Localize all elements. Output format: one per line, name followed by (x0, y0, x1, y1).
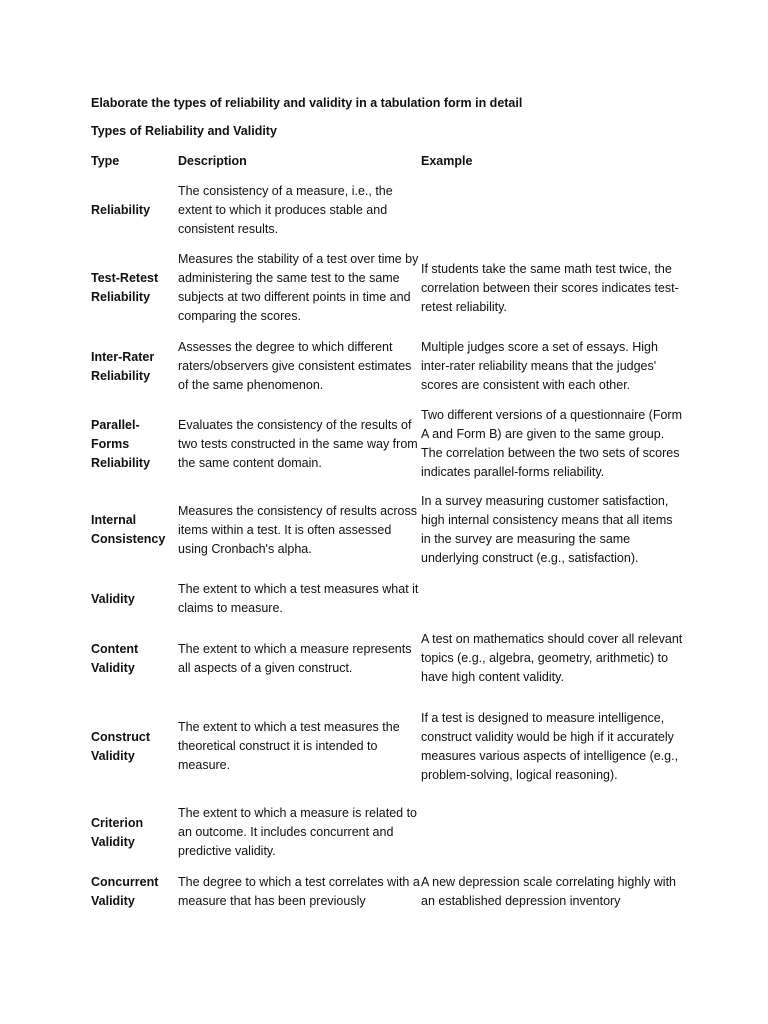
row-type: Reliability (91, 203, 151, 217)
row-description: The consistency of a measure, i.e., the extent to which it produces stable and consistent results. (178, 184, 393, 236)
row-type: Inter-Rater Reliability (91, 349, 155, 383)
row-type: Construct Validity (91, 729, 151, 763)
row-type: Parallel-Forms Reliability (91, 417, 151, 470)
row-example (421, 804, 683, 861)
row-example: In a survey measuring customer satisfaction, high internal consistency means that all items in the survey are measuring the same underlying construct (e.g., satisfaction). (421, 494, 673, 565)
row-description: The extent to which a test measures what it claims to measure. (178, 582, 419, 615)
row-description: The extent to which a measure represents all aspects of a given construct. (178, 641, 412, 675)
row-type: Concurrent Validity (91, 875, 159, 908)
row-type: Criterion Validity (91, 815, 144, 849)
row-description: The degree to which a test correlates with a measure that has been previously (178, 875, 420, 908)
column-header-example: Example (421, 154, 473, 168)
row-type: Internal Consistency (91, 513, 166, 546)
row-example (421, 182, 683, 239)
row-type: Content Validity (91, 641, 139, 675)
row-description: The extent to which a measure is related to an outcome. It includes concurrent and predictive validity. (178, 806, 418, 858)
column-header-description: Description (178, 154, 247, 168)
row-type: Validity (91, 591, 135, 606)
row-description: Assesses the degree to which different raters/observers give consistent estimates of the same phenomenon. (178, 340, 412, 392)
document-title: Elaborate the types of reliability and validity in a tabulation form in detail (91, 96, 523, 110)
table-title: Types of Reliability and Validity (91, 124, 277, 138)
row-example: If a test is designed to measure intelligence, construct validity would be high if it accurately measures various aspects of intelligence (e.g., problem-solving, logical reasoning). (421, 710, 679, 782)
row-example: A test on mathematics should cover all relevant topics (e.g., algebra, geometry, arithmetic) to have high content validity. (421, 632, 683, 684)
row-description: Measures the consistency of results across items within a test. It is often assessed using Cronbach's alpha. (178, 503, 417, 556)
row-type: Test-Retest Reliability (91, 271, 159, 304)
column-header-type: Type (91, 154, 120, 168)
row-description: The extent to which a test measures the theoretical construct it is intended to measure. (178, 720, 400, 772)
row-example: Two different versions of a questionnaire (Form A and Form B) are given to the same group. The correlation between the two sets of scores indicates parallel-forms reliability. (421, 408, 683, 479)
row-example: Multiple judges score a set of essays. High inter-rater reliability means that the judges' scores are consistent with each other. (421, 340, 658, 392)
row-description: Evaluates the consistency of the results of two tests constructed in the same way from the same content domain. (178, 417, 418, 470)
row-example: If students take the same math test twice, the correlation between their scores indicates test-retest reliability. (421, 261, 679, 314)
row-description: Measures the stability of a test over time by administering the same test to the same subjects at two different points in time and comparing the scores. (178, 252, 419, 323)
row-example (421, 579, 683, 619)
row-example: A new depression scale correlating highly with an established depression inventory (421, 875, 676, 908)
